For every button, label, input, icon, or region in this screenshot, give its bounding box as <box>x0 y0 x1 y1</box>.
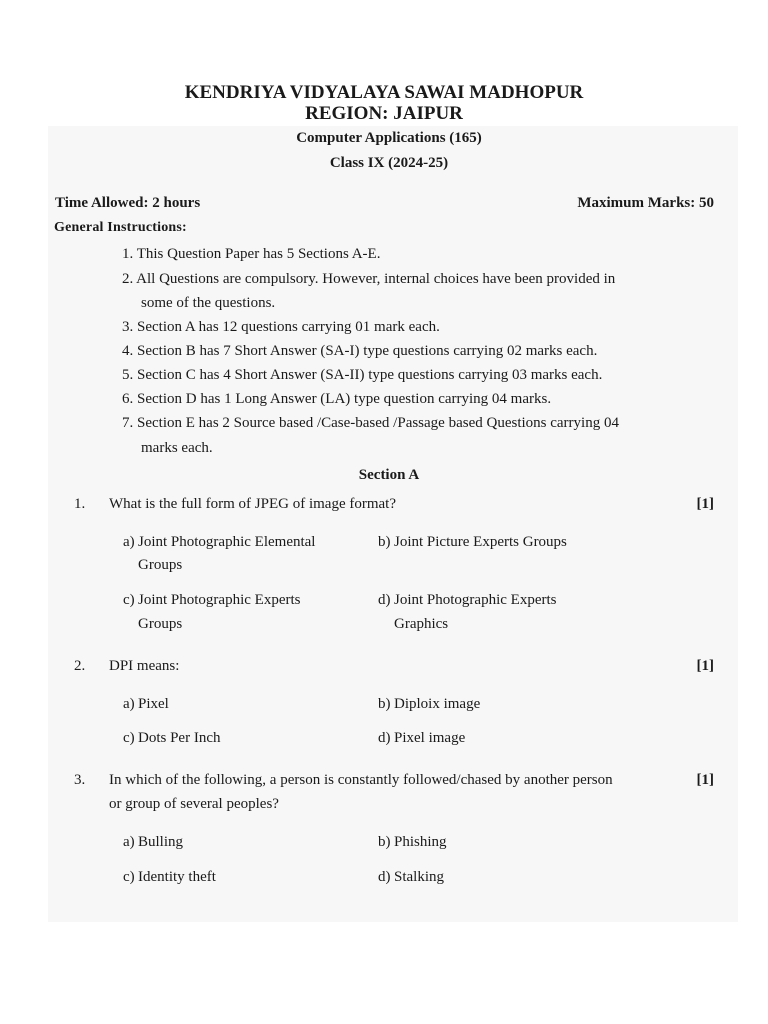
option-label: d) <box>378 592 391 608</box>
option-text: Bulling <box>138 834 184 850</box>
question-number: 3. <box>74 772 86 788</box>
region-name: REGION: JAIPUR <box>305 103 463 124</box>
option-label: a) <box>123 534 135 550</box>
instruction-item: 4. Section B has 7 Short Answer (SA-I) type questions carrying 02 marks each. <box>122 343 598 359</box>
question-number: 1. <box>74 496 86 512</box>
option-text: Pixel <box>138 696 169 712</box>
question-number: 2. <box>74 658 86 674</box>
option-text: Joint Picture Experts Groups <box>394 534 567 550</box>
time-allowed: Time Allowed: 2 hours <box>55 195 201 211</box>
question-marks: [1] <box>696 658 714 674</box>
instruction-item: 1. This Question Paper has 5 Sections A-E. <box>122 246 381 262</box>
option-text: Diploix image <box>394 696 481 712</box>
instruction-item: 2. All Questions are compulsory. However, internal choices have been provided in <box>122 271 616 287</box>
option-text: Joint Photographic Experts <box>394 592 557 608</box>
option-label: d) <box>378 730 391 746</box>
option-text: Phishing <box>394 834 447 850</box>
question-text-continued: or group of several peoples? <box>109 796 279 812</box>
option-label: a) <box>123 696 135 712</box>
option-label: b) <box>378 534 391 550</box>
instruction-item-continued: some of the questions. <box>141 295 276 311</box>
class-title: Class IX (2024-25) <box>329 155 449 171</box>
instruction-item-continued: marks each. <box>141 440 213 456</box>
question-text: In which of the following, a person is constantly followed/chased by another person <box>109 772 613 788</box>
subject-title: Computer Applications (165) <box>296 130 482 146</box>
instruction-item: 5. Section C has 4 Short Answer (SA-II) type questions carrying 03 marks each. <box>122 367 603 383</box>
option-label: b) <box>378 834 391 850</box>
option-label: b) <box>378 696 391 712</box>
option-text: Identity theft <box>138 869 216 885</box>
option-text: Dots Per Inch <box>138 730 221 746</box>
option-text: Groups <box>138 557 183 573</box>
option-label: c) <box>123 869 135 885</box>
instruction-item: 3. Section A has 12 questions carrying 01 mark each. <box>122 319 440 335</box>
option-text: Stalking <box>394 869 445 885</box>
option-text: Groups <box>138 616 183 632</box>
instruction-item: 7. Section E has 2 Source based /Case-based /Passage based Questions carrying 04 <box>122 415 619 431</box>
instruction-item: 6. Section D has 1 Long Answer (LA) type question carrying 04 marks. <box>122 391 552 407</box>
option-label: d) <box>378 869 391 885</box>
section-a-title: Section A <box>358 467 420 483</box>
instructions-heading: General Instructions: <box>54 220 187 235</box>
option-text: Pixel image <box>394 730 466 746</box>
question-marks: [1] <box>696 496 714 512</box>
option-label: a) <box>123 834 135 850</box>
school-name: KENDRIYA VIDYALAYA SAWAI MADHOPUR <box>184 82 584 103</box>
question-text: DPI means: <box>109 658 180 674</box>
option-text: Joint Photographic Elemental <box>138 534 316 550</box>
option-text: Joint Photographic Experts <box>138 592 301 608</box>
option-label: c) <box>123 592 135 608</box>
maximum-marks: Maximum Marks: 50 <box>577 195 714 211</box>
option-text: Graphics <box>394 616 449 632</box>
option-label: c) <box>123 730 135 746</box>
question-text: What is the full form of JPEG of image format? <box>109 496 397 512</box>
question-marks: [1] <box>696 772 714 788</box>
